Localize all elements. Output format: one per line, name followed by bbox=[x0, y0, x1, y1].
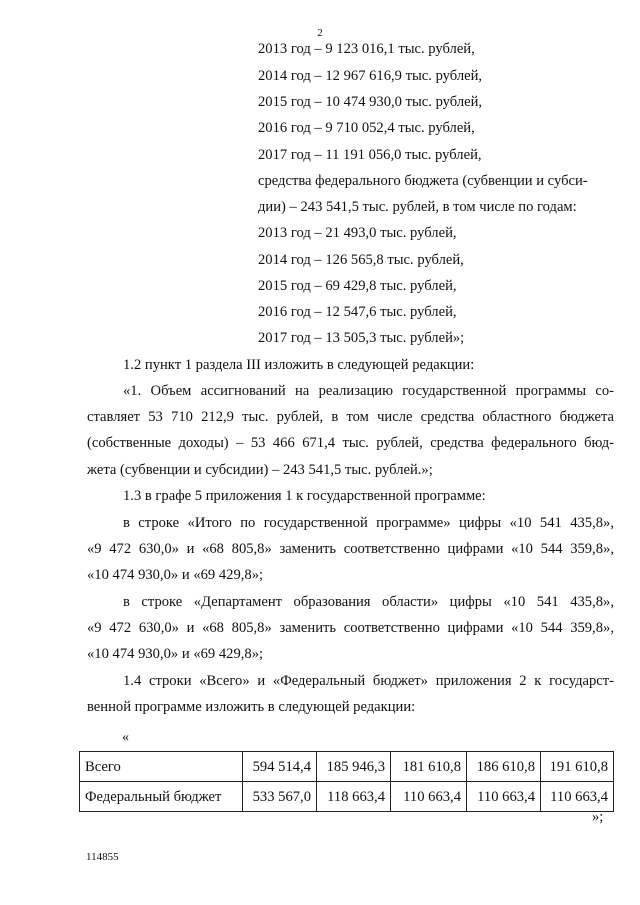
paragraph-line: «9 472 630,0» и «68 805,8» заменить соответственно цифрами «10 544 359,8», bbox=[87, 620, 614, 636]
table-cell: 533 567,0 bbox=[243, 782, 317, 812]
federal-budget-line: дии) – 243 541,5 тыс. рублей, в том числе по годам: bbox=[258, 199, 577, 215]
table-cell: 594 514,4 bbox=[243, 752, 317, 782]
paragraph-line: жета (субвенции и субсидии) – 243 541,5 тыс. рублей.»; bbox=[87, 462, 433, 478]
quote-open: « bbox=[122, 730, 129, 745]
table-cell: 110 663,4 bbox=[541, 782, 614, 812]
budget-table bbox=[79, 751, 614, 812]
year-line: 2015 год – 10 474 930,0 тыс. рублей, bbox=[258, 94, 483, 110]
paragraph-line: «9 472 630,0» и «68 805,8» заменить соответственно цифрами «10 544 359,8», bbox=[87, 541, 614, 557]
table-row bbox=[80, 752, 614, 782]
paragraph-line: «10 474 930,0» и «69 429,8»; bbox=[87, 567, 264, 583]
year-line: 2014 год – 12 967 616,9 тыс. рублей, bbox=[258, 68, 483, 84]
year-line: 2014 год – 126 565,8 тыс. рублей, bbox=[258, 252, 464, 268]
paragraph-line: в строке «Итого по государственной программе» цифры «10 541 435,8», bbox=[123, 515, 614, 531]
table-cell: 181 610,8 bbox=[391, 752, 467, 782]
page-number: 2 bbox=[317, 27, 323, 39]
paragraph-line: «1. Объем ассигнований на реализацию государственной программы со- bbox=[123, 383, 614, 399]
year-line: 2017 год – 11 191 056,0 тыс. рублей, bbox=[258, 147, 482, 163]
year-line: 2015 год – 69 429,8 тыс. рублей, bbox=[258, 278, 457, 294]
table-cell: 186 610,8 bbox=[467, 752, 541, 782]
year-line: 2013 год – 9 123 016,1 тыс. рублей, bbox=[258, 41, 475, 57]
table-cell: 118 663,4 bbox=[317, 782, 391, 812]
year-line: 2013 год – 21 493,0 тыс. рублей, bbox=[258, 225, 457, 241]
document-code: 114855 bbox=[86, 851, 119, 863]
paragraph-line: в строке «Департамент образования области» цифры «10 541 435,8», bbox=[123, 594, 614, 610]
item-1-4: 1.4 строки «Всего» и «Федеральный бюджет» приложения 2 к государст- bbox=[123, 673, 614, 689]
quote-close: »; bbox=[592, 809, 604, 825]
row-label: Федеральный бюджет bbox=[80, 782, 243, 812]
item-1-2: 1.2 пункт 1 раздела III изложить в следующей редакции: bbox=[123, 357, 475, 373]
paragraph-line: «10 474 930,0» и «69 429,8»; bbox=[87, 646, 264, 662]
item-1-3: 1.3 в графе 5 приложения 1 к государственной программе: bbox=[123, 488, 486, 504]
year-line: 2016 год – 12 547,6 тыс. рублей, bbox=[258, 304, 457, 320]
item-1-4-continued: венной программе изложить в следующей редакции: bbox=[87, 699, 416, 715]
paragraph-line: ставляет 53 710 212,9 тыс. рублей, в том числе средства областного бюджета bbox=[87, 409, 614, 425]
table-cell: 110 663,4 bbox=[391, 782, 467, 812]
table-cell: 191 610,8 bbox=[541, 752, 614, 782]
federal-budget-line: средства федерального бюджета (субвенции и субси- bbox=[258, 173, 588, 189]
table-row bbox=[80, 782, 614, 812]
year-line: 2017 год – 13 505,3 тыс. рублей»; bbox=[258, 330, 465, 346]
year-line: 2016 год – 9 710 052,4 тыс. рублей, bbox=[258, 120, 475, 136]
row-label: Всего bbox=[80, 752, 243, 782]
paragraph-line: (собственные доходы) – 53 466 671,4 тыс. рублей, средства федерального бюд- bbox=[87, 435, 614, 451]
table-cell: 110 663,4 bbox=[467, 782, 541, 812]
table-cell: 185 946,3 bbox=[317, 752, 391, 782]
